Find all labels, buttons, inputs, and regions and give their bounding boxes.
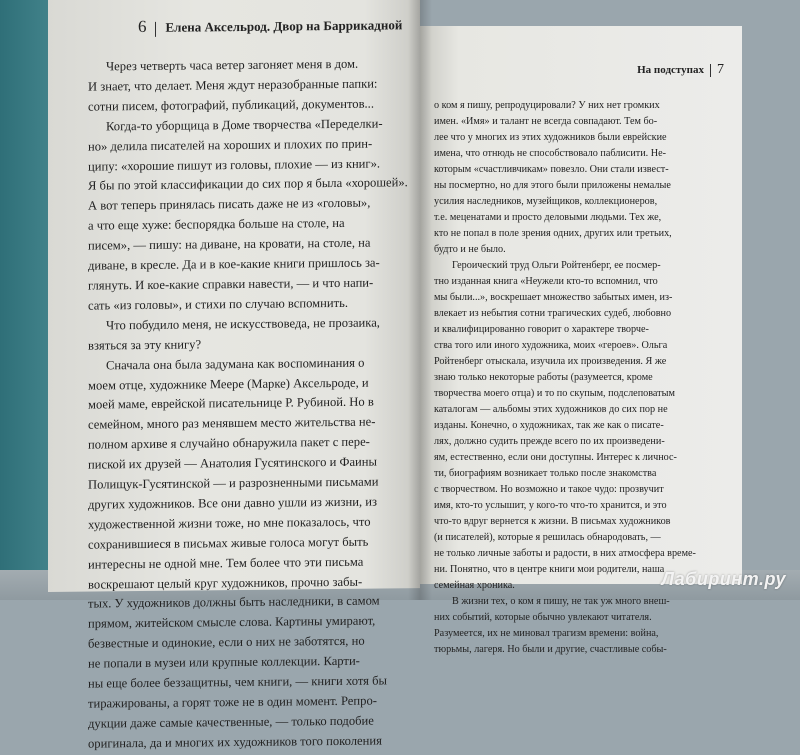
text-line: усилия наследников, музейщиков, коллекционеров, [434, 196, 658, 207]
text-line: писем», — пишу: на диване, на кровати, на столе, на [88, 235, 371, 253]
left-page [48, 0, 420, 751]
text-line: диване, в кресле. Да и в кое-какие книги пришлось за- [88, 255, 380, 273]
right-running-title: На подступах [637, 64, 704, 76]
text-line: не только личные заботы и радости, в них атмосфера време- [434, 548, 696, 559]
text-line: а что еще хуже: беспорядка больше на столе, на [88, 216, 345, 233]
text-line: Разумеется, их не миновал трагизм времени: война, [434, 628, 659, 639]
text-line: Полищук-Гусятинской — и разрозненными письмами [88, 474, 379, 492]
text-line: каталогам — альбомы этих художников до сих пор не [434, 404, 668, 415]
text-line: семейная хроника. [434, 580, 515, 591]
text-line: взяться за эту книгу? [88, 337, 202, 353]
text-line: Героический труд Ольги Ройтенберг, ее посмер- [452, 260, 661, 271]
text-line: т.е. меценатами и просто деловыми людьми. Тех же, [434, 212, 662, 223]
text-line: с творчеством. Но возможно и такое чудо: прозвучит [434, 484, 664, 495]
text-line: ципу: «хорошие пишут из головы, плохие — из книг». [88, 156, 381, 174]
text-line: глянуть. И кое-какие справки навести, — и что напи- [88, 275, 374, 293]
text-line: имен. «Имя» и талант не всегда совпадают. Тем бо- [434, 116, 658, 127]
book-gutter-shadow [408, 0, 432, 600]
text-line: ны еще более беззащитны, чем книги, — книги хотя бы [88, 673, 387, 691]
text-line: (и писателей), которые я решилась обнародовать, — [434, 532, 661, 543]
text-line: Что побудило меня, не искусствоведа, не прозаика, [106, 315, 380, 333]
text-line: пиской их друзей — Анатолия Гусятинского и Фаины [88, 454, 377, 472]
text-line: ни. Понятно, что в центре книги мои родители, наша [434, 564, 665, 575]
text-line: сохранившиеся в письмах живые голоса могут быть [88, 534, 369, 552]
left-page-number: 6 [138, 16, 147, 37]
text-line: ти, биографиям возникает только после знакомства [434, 468, 657, 479]
text-line: моей маме, еврейской писательнице Р. Рубиной. Но в [88, 394, 374, 412]
text-line: полном архиве я случайно обнаружила пакет с пере- [88, 434, 370, 452]
text-line: о ком я пишу, репродуцировали? У них нет громких [434, 100, 660, 111]
text-line: семейном, много раз менявшем место жительства не- [88, 414, 376, 432]
store-watermark: Лабиринт.ру [661, 569, 786, 589]
text-line: творчества моего отца) и то по скупым, подслеповатым [434, 388, 675, 399]
text-line: влекает из небытия сотни трагических судеб, любовно [434, 308, 672, 319]
text-line: безвестные и одинокие, если о них не заботятся, но [88, 633, 365, 651]
text-line: Когда-то уборщица в Доме творчества «Переделки- [106, 116, 383, 134]
text-line: кто не попал в поле зрения одних, других или третьих, [434, 228, 672, 239]
text-line: не попали в музеи или крупные коллекции. Карти- [88, 653, 360, 671]
text-line: и квалифицированно говорит о характере творче- [434, 324, 649, 335]
text-line: воскрешают целый круг художников, прочно забы- [88, 574, 363, 592]
text-line: интересны не одной мне. Тем более что эти письма [88, 554, 364, 572]
text-line: тых. У художников должны быть наследники, в самом [88, 593, 380, 612]
text-line: Сначала она была задумана как воспоминания о [106, 355, 365, 372]
text-line: оригинала, да и многих их художников того поколения [88, 733, 382, 751]
text-line: тюрьмы, лагеря. Но были и другие, счастливые собы- [434, 644, 667, 655]
text-line: моем отце, художнике Меере (Марке) Аксельроде, и [88, 375, 369, 393]
text-line: имя, кто-то услышит, у кого-то что-то хранится, и это [434, 500, 667, 511]
text-line: других художников. Все они давно ушли из жизни, из [88, 494, 377, 512]
text-line: А вот теперь принялась писать даже не из «головы», [88, 195, 371, 213]
right-running-head [637, 62, 724, 78]
text-line: что-то вдруг вернется к жизни. В письмах художников [434, 516, 671, 527]
text-line: но» делила писателей на хороших и плохих по прин- [88, 136, 373, 154]
text-line: В жизни тех, о ком я пишу, не так уж много внеш- [452, 596, 670, 607]
text-line: лях, должно судить прежде всего по их произведени- [434, 436, 665, 447]
text-line: лее что у многих из этих художников были еврейские [434, 132, 667, 143]
header-divider [155, 21, 156, 36]
text-line: ства того или иного художника, моих «героев». Ольга [434, 340, 668, 351]
text-line: тно изданная книга «Неужели кто-то вспомнил, что [434, 276, 658, 287]
text-line: изданы. Конечно, о художниках, так же как о писате- [434, 420, 664, 431]
text-line: художественной жизни тоже, но мне показалось, что [88, 514, 371, 532]
text-line: знаю только некоторые работы (разумеется, кроме [434, 372, 653, 383]
text-line: мы были...», воскрешает множество забытых имен, из- [434, 292, 673, 303]
left-running-head [138, 14, 402, 37]
text-line: прямом, житейском смысле слова. Картины умирают, [88, 613, 376, 631]
text-line: которым «счастливчикам» повезло. Они стали извест- [434, 164, 669, 175]
text-line: Я бы по этой классификации до сих пор я была «хорошей». [88, 175, 408, 194]
left-running-title: Елена Аксельрод. Двор на Баррикадной [165, 17, 403, 35]
text-line: них событий, которые обычно увлекают читателя. [434, 612, 652, 623]
text-line: Через четверть часа ветер загоняет меня в дом. [106, 56, 359, 74]
text-line: будто и не было. [434, 244, 506, 255]
text-line: сотни писем, фотографий, публикаций, документов... [88, 96, 374, 114]
text-line: ям, естественно, если они доступны. Интерес к личнос- [434, 452, 677, 463]
right-page-number: 7 [717, 62, 724, 77]
text-line: Ройтенберг отыскала, изучила их произведения. Я же [434, 356, 667, 367]
text-line: дукции даже самые качественные, — только подобие [88, 713, 374, 731]
text-line: ны посмертно, но для этого были приложены немалые [434, 180, 671, 191]
text-line: тиражированы, а горят тоже не в один момент. Репро- [88, 693, 377, 711]
text-line: имена, что отнюдь не способствовало паблисити. Не- [434, 148, 667, 159]
header-divider [710, 64, 711, 77]
left-body-text [88, 54, 408, 754]
text-line: И знает, что делает. Меня ждут неразобранные папки: [88, 76, 378, 94]
text-line: сать «из головы», и стихи по случаю вспомнить. [88, 295, 348, 313]
